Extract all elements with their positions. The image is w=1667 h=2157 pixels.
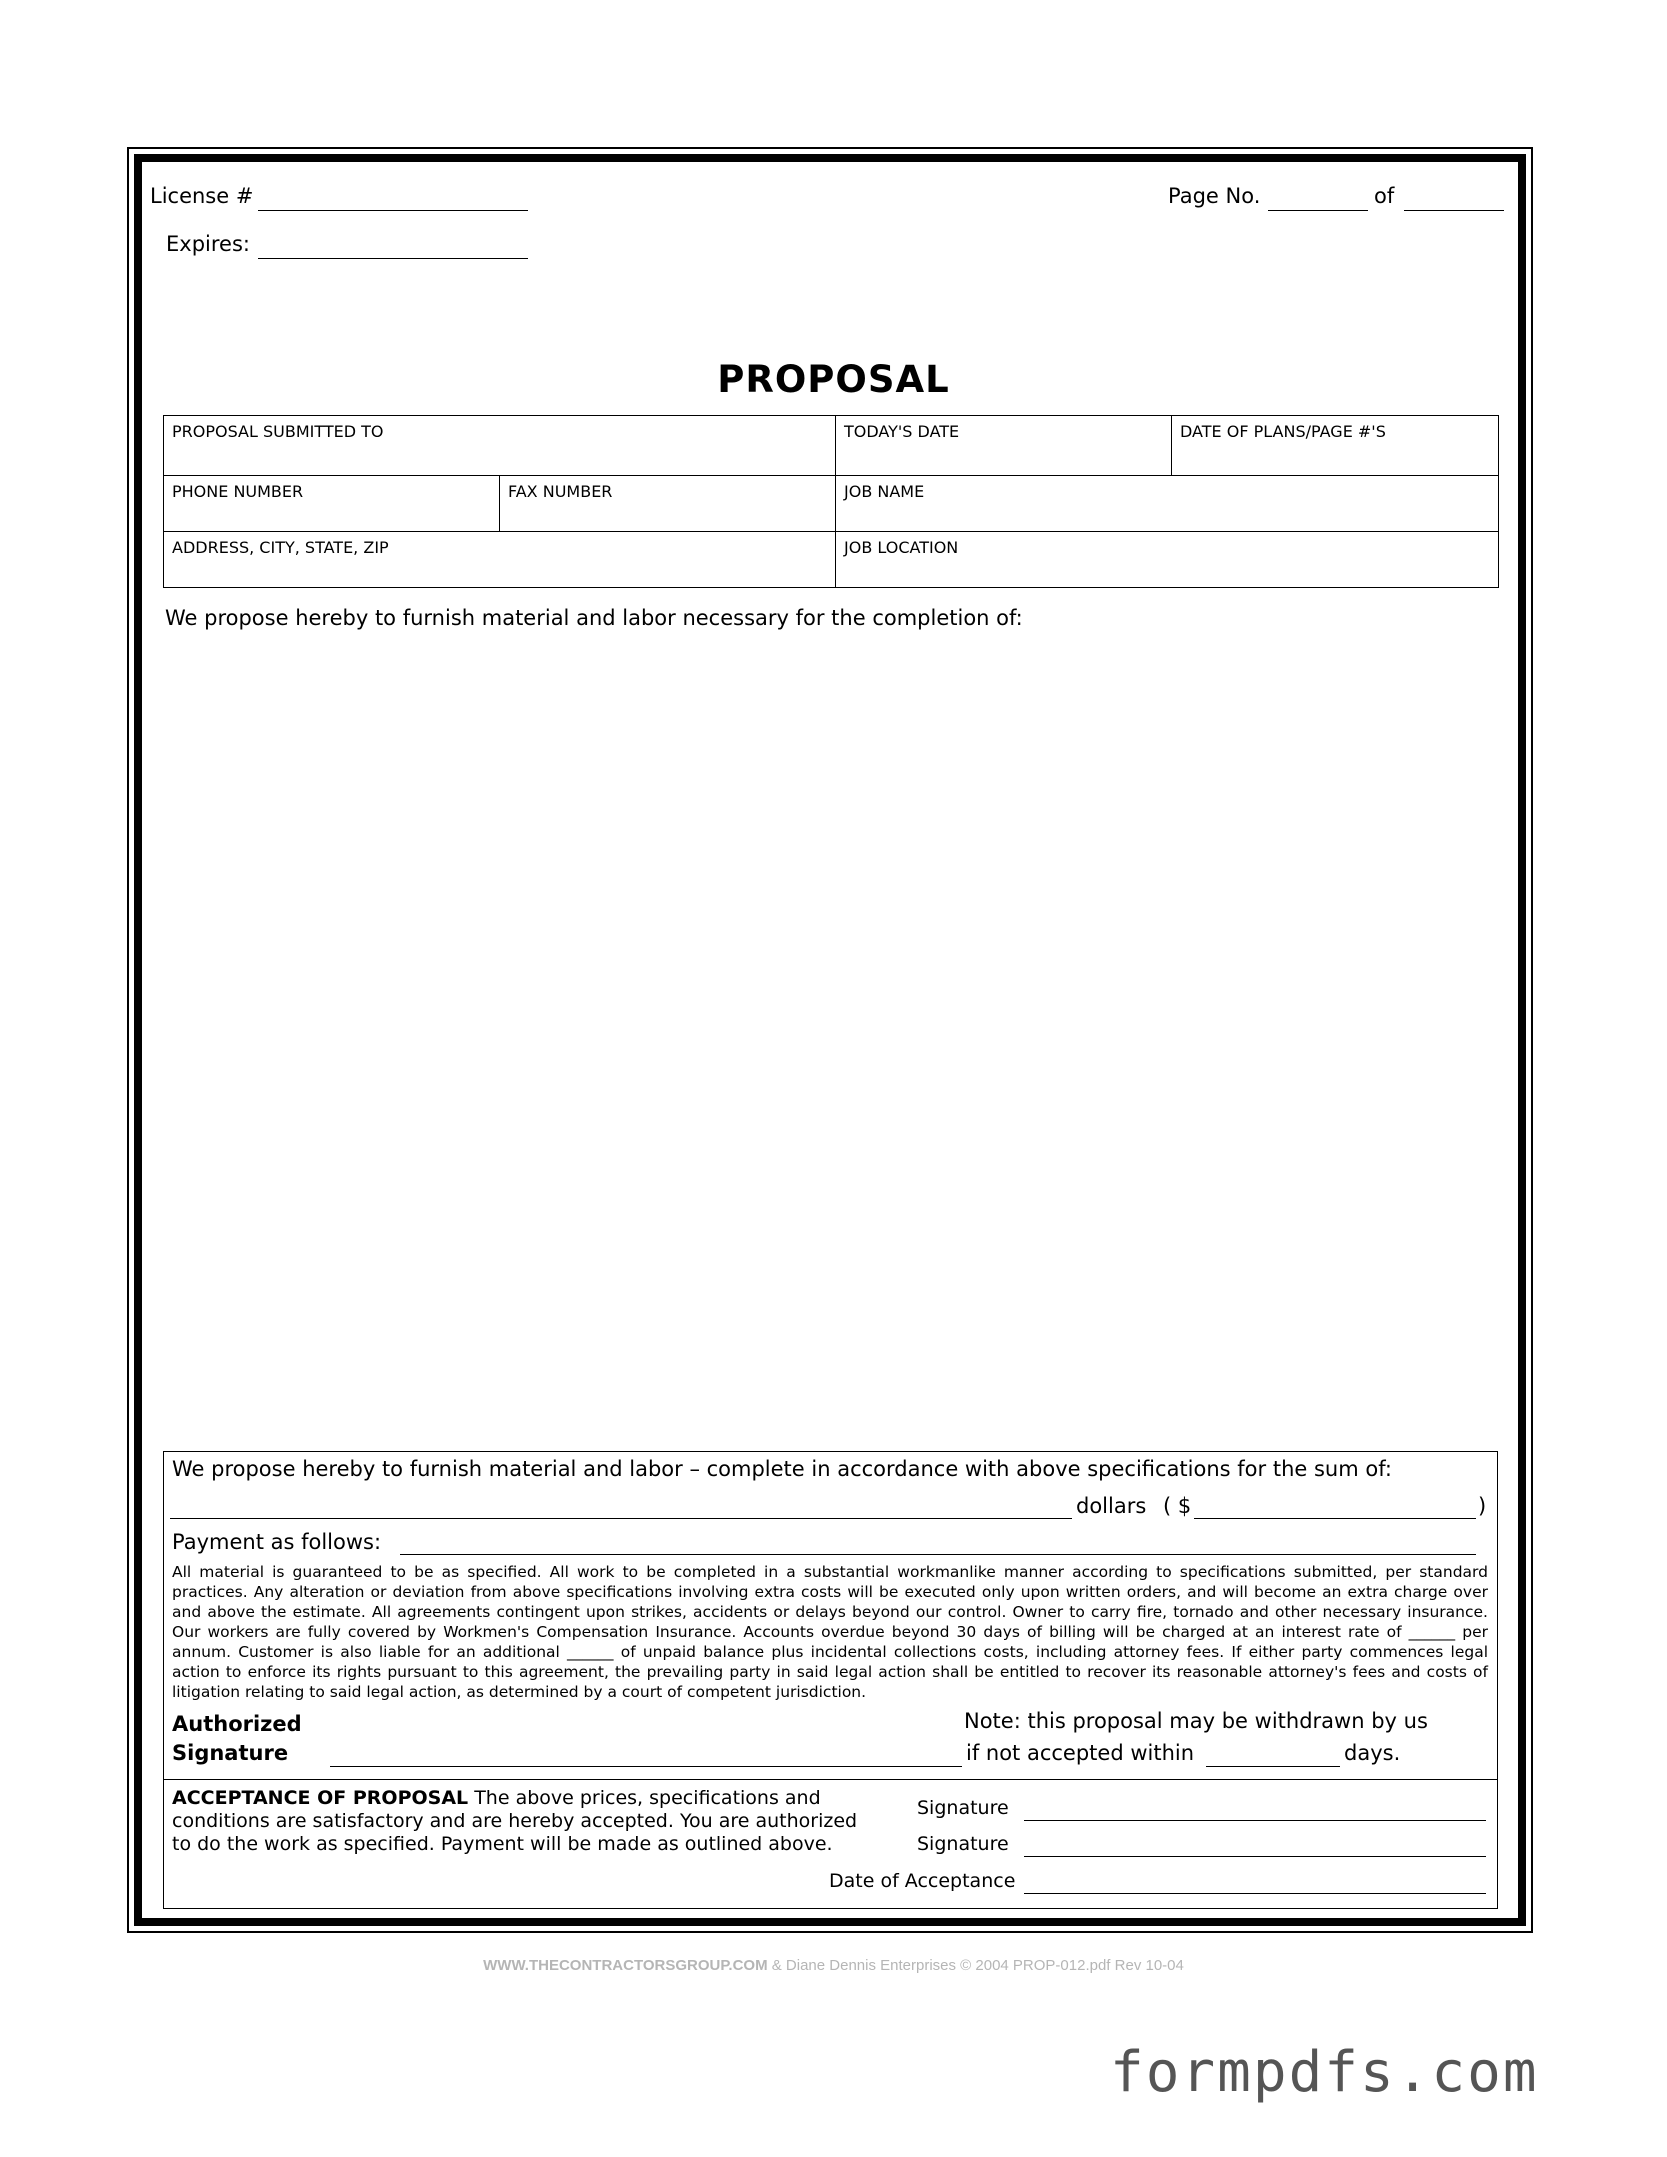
terms-fine-print: All material is guaranteed to be as specified. All work to be completed in a substantial workmanlike manner according to specifications submitted, per standard practices. Any alteration or deviation from above specifications involving extra costs will be executed only upon written orders, and will become an extra charge over and above the estimate. All agreements contingent upon strikes, accidents or delays beyond our control. Owner to carry fire, tornado and other necessary insurance. Our workers are fully covered by Workmen's Compensation Insurance. Accounts overdue beyond 30 days of billing will be charged at an interest rate of ______ per annum. Customer is also liable for an additional ______ of unpaid balance plus incidental collections costs, including attorney fees. If either party commences legal action to enforce its rights pursuant to this agreement, the prevailing party in said legal action shall be entitled to recover its reasonable attorney's fees and costs of litigation relating to said legal action, as determined by a court of competent jurisdiction. [172, 1563, 1488, 1701]
expires-field[interactable] [258, 230, 528, 259]
fax-number-cell[interactable] [500, 476, 836, 532]
watermark: formpdfs.com [1110, 2040, 1539, 2105]
date-of-acceptance-label: Date of Acceptance [829, 1870, 1016, 1892]
date-of-plans-cell[interactable] [1172, 416, 1499, 476]
signature-label-2: Signature [917, 1833, 1009, 1855]
acceptance-divider [163, 1779, 1498, 1780]
dollar-open: ( $ [1163, 1494, 1192, 1518]
acceptance-line-1: The above prices, specifications and [468, 1787, 821, 1809]
acceptance-line-2: conditions are satisfactory and are hereby accepted. You are authorized [172, 1810, 858, 1832]
page-no-label: Page No. [1168, 184, 1261, 208]
job-location-label: JOB LOCATION [844, 538, 959, 557]
date-of-acceptance-field[interactable] [1024, 1868, 1486, 1894]
fax-number-label: FAX NUMBER [508, 482, 613, 501]
license-label: License # [150, 184, 254, 208]
footer-rest: & Diane Dennis Enterprises © 2004 PROP-012.pdf Rev 10-04 [767, 1957, 1184, 1974]
work-description-area[interactable] [165, 640, 1495, 1440]
authorized-label-1: Authorized [172, 1712, 302, 1736]
authorized-signature-field[interactable] [330, 1740, 962, 1767]
payment-field[interactable] [400, 1528, 1476, 1555]
footer-credit [0, 1957, 1667, 1974]
note-line-1: Note: this proposal may be withdrawn by us [964, 1709, 1428, 1733]
of-label: of [1374, 184, 1395, 208]
days-field[interactable] [1206, 1740, 1340, 1767]
info-table [163, 415, 1499, 588]
signature-field-2[interactable] [1024, 1831, 1486, 1857]
job-location-cell[interactable] [836, 532, 1499, 588]
job-name-cell[interactable] [836, 476, 1499, 532]
address-cell[interactable] [164, 532, 836, 588]
proposal-submitted-to-label: PROPOSAL SUBMITTED TO [172, 422, 384, 441]
authorized-label-2: Signature [172, 1741, 289, 1765]
footer-site: WWW.THECONTRACTORSGROUP.COM [483, 1957, 768, 1974]
todays-date-label: TODAY'S DATE [844, 422, 960, 441]
acceptance-text [172, 1787, 892, 1856]
expires-label: Expires: [166, 232, 250, 256]
job-name-label: JOB NAME [844, 482, 925, 501]
license-field[interactable] [258, 182, 528, 211]
proposal-submitted-to-cell[interactable] [164, 416, 836, 476]
payment-label: Payment as follows: [172, 1530, 382, 1554]
page-title: PROPOSAL [717, 358, 950, 401]
address-label: ADDRESS, CITY, STATE, ZIP [172, 538, 389, 557]
phone-number-cell[interactable] [164, 476, 500, 532]
note-line-2a: if not accepted within [966, 1741, 1195, 1765]
dollar-close: ) [1478, 1494, 1487, 1518]
todays-date-cell[interactable] [836, 416, 1172, 476]
page-total-field[interactable] [1404, 182, 1504, 211]
sum-text: We propose hereby to furnish material and labor – complete in accordance with above specifications for the sum of: [172, 1457, 1392, 1481]
acceptance-heading: ACCEPTANCE OF PROPOSAL [172, 1787, 469, 1809]
phone-number-label: PHONE NUMBER [172, 482, 304, 501]
note-line-2b: days. [1344, 1741, 1401, 1765]
signature-label-1: Signature [917, 1797, 1009, 1819]
page-no-field[interactable] [1268, 182, 1368, 211]
date-of-plans-label: DATE OF PLANS/PAGE #'S [1180, 422, 1386, 441]
acceptance-line-3: to do the work as specified. Payment will be made as outlined above. [172, 1833, 833, 1855]
propose-intro: We propose hereby to furnish material and labor necessary for the completion of: [165, 606, 1023, 630]
sum-words-field[interactable] [170, 1492, 1072, 1519]
dollars-label: dollars [1076, 1494, 1147, 1518]
sum-amount-field[interactable] [1194, 1492, 1476, 1519]
signature-field-1[interactable] [1024, 1795, 1486, 1821]
